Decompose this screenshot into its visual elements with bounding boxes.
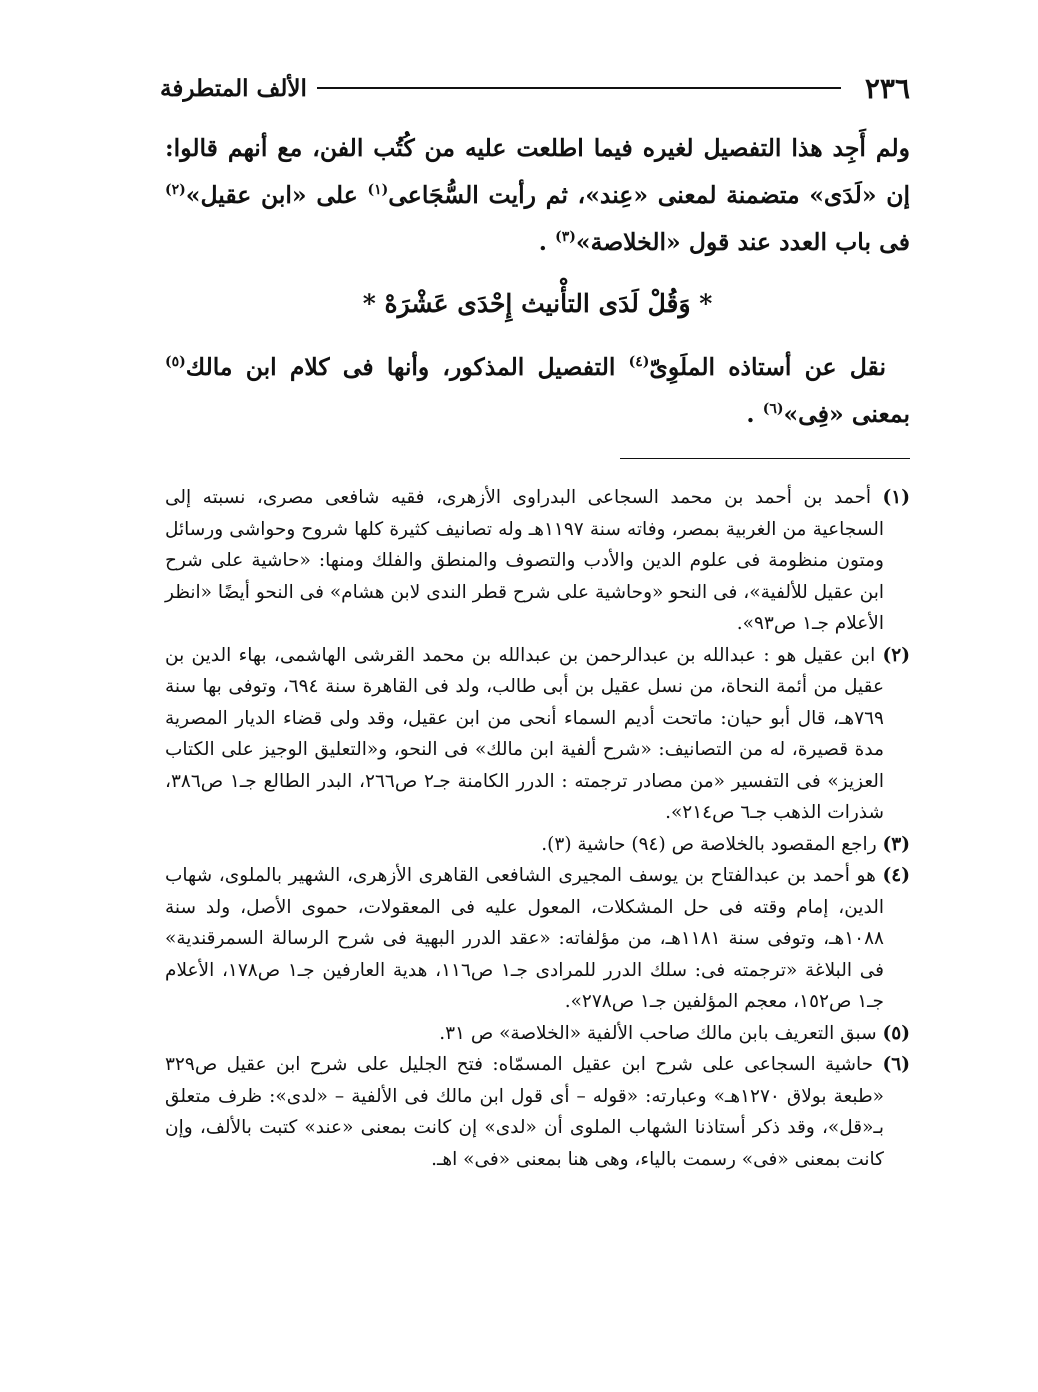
- footnote-ref-4: (٤): [628, 354, 650, 371]
- main-paragraph-1: ولم أَجِد هذا التفصيل لغيره فيما اطلعت عليه من كُتُب الفن، مع أنهم قالوا: إن «لَدَى» متضمنة لمعنى «عِند»، ثم رأيت السُّجَاعى$^{(١)}$ على «ابن عقيل»$^{(٢)}$ فى باب العدد عند قول «الخلاصة»$^{(٣)}$ .: [165, 134, 910, 256]
- footnote-5: (٥) سبق التعريف بابن مالك صاحب الألفية «الخلاصة» ص ٣١.: [439, 1022, 910, 1044]
- footnote-ref-5: (٥): [165, 354, 186, 371]
- footnote-separator: [620, 458, 910, 459]
- main-text: [165, 125, 910, 438]
- footnote-1: (١) أحمد بن أحمد بن محمد السجاعى البدراوى الأزهرى، فقيه شافعى مصرى، نسبته إلى السجاعية من الغربية بمصر، وفاته سنة ١١٩٧هـ وله تصانيف كثيرة كلها شروح وحواشى ورسائل ومتون منظومة فى علوم الدين والأدب والتصوف والمنطق والفلك ومنها: «حاشية على شرح ابن عقيل للألفية»، فى النحو «وحاشية على شرح قطر الندى لابن هشام» فى النحو أيضًا «انظر الأعلام جـ١ ص٩٣».: [165, 487, 910, 634]
- footnote-ref-3: (٣): [555, 229, 576, 246]
- footnote-3: (٣) راجع المقصود بالخلاصة ص (٩٤) حاشية (٣).: [541, 833, 910, 855]
- footnote-6: (٦) حاشية السجاعى على شرح ابن عقيل المسمّاه: فتح الجليل على شرح ابن عقيل ص٣٢٩ «طبعة بولاق ١٢٧٠هـ» وعبارته: «قوله – أى قول ابن مالك فى الألفية – «لدى»: ظرف متعلق بـ«قل»، وقد ذكر أستاذنا الشهاب الملوى أن «لدى» إن كانت بمعنى «عند» كتبت بالألف، وإن كانت بمعنى «فى» رسمت بالياء، وهى هنا بمعنى «فى» اهـ.: [165, 1054, 910, 1170]
- running-title: الألف المتطرفة: [160, 74, 307, 102]
- footnote-ref-1: (١): [367, 182, 389, 199]
- footnote-2: (٢) ابن عقيل هو : عبدالله بن عبدالرحمن بن عبدالله بن محمد القرشى الهاشمى، بهاء الدين بن عقيل من أئمة النحاة، من نسل عقيل بن أبى طالب، ولد فى القاهرة سنة ٦٩٤، وتوفى بها سنة ٧٦٩هـ، قال أبو حيان: ماتحت أديم السماء أنحى من ابن عقيل، وقد ولى قضاء الديار المصرية مدة قصيرة، له من التصانيف: «شرح ألفية ابن مالك» فى النحو، و«التعليق الوجيز على الكتاب العزيز» فى التفسير «من مصادر ترجمته : الدرر الكامنة جـ٢ ص٢٦٦، البدر الطالع جـ١ ص٣٨٦، شذرات الذهب جـ٦ ص٢١٤».: [165, 644, 910, 823]
- header-rule: [317, 87, 841, 89]
- footnotes: [165, 482, 910, 1175]
- main-paragraph-2: نقل عن أستاذه الملَوِىّ$^{(٤)}$ التفصيل المذكور، وأنها فى كلام ابن مالك$^{(٥)}$ بمعنى «فِى»$^{(٦)}$ .: [165, 353, 910, 428]
- page-header: [160, 66, 910, 110]
- verse-line: * وَقُلْ لَدَى التأْنيث إِحْدَى عَشْرَهْ *: [362, 289, 713, 318]
- footnote-ref-2: (٢): [165, 182, 186, 199]
- footnote-ref-6: (٦): [762, 401, 784, 418]
- footnote-4: (٤) هو أحمد بن عبدالفتاح بن يوسف المجيرى الشافعى القاهرى الأزهرى، الشهير بالملوى، شهاب الدين، إمام وقته فى حل المشكلات، المعول عليه فى المعقولات، حموى الأصل، ولد سنة ١٠٨٨هـ، وتوفى سنة ١١٨١هـ، من مؤلفاته: «عقد الدرر البهية فى شرح الرسالة السمرقندية» فى البلاغة «ترجمته فى: سلك الدرر للمرادى جـ١ ص١١٦، هدية العارفين جـ١ ص١٧٨، الأعلام جـ١ ص١٥٢، معجم المؤلفين جـ١ ص٢٧٨».: [165, 865, 910, 1012]
- page-number: ٢٣٦: [864, 71, 910, 105]
